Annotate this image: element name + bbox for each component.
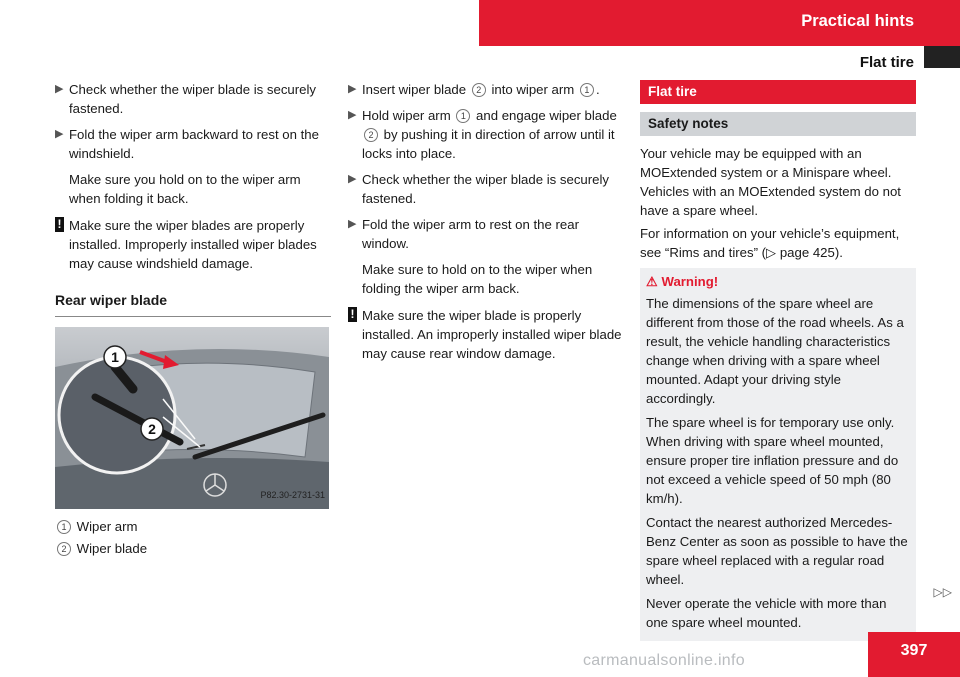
body-paragraph-with-reference: For information on your vehicle’s equipment, see “Rims and tires” (▷ page 425). [640, 226, 900, 260]
step-text: Fold the wiper arm to rest on the rear window. [362, 217, 579, 251]
step-arrow-icon: ▶ [348, 218, 357, 230]
warning-triangle-icon: ⚠ [646, 274, 658, 289]
warning-paragraph: Contact the nearest authorized Mercedes-Benz Center as soon as possible to have the spare wheel replaced with a regular road wheel. [646, 515, 908, 587]
step-sub-note: Make sure to hold on to the wiper when folding the wiper arm back. [362, 262, 593, 296]
step-text: and engage wiper blade [476, 108, 617, 123]
caution-text: Make sure the wiper blades are properly installed. Improperly installed wiper blades may cause windshield damage. [69, 218, 317, 271]
step-text: Insert wiper blade [362, 82, 467, 97]
svg-text:1: 1 [111, 349, 119, 365]
legend-label: Wiper blade [76, 541, 148, 556]
column-middle [348, 80, 624, 371]
caution-note [55, 216, 331, 273]
continue-arrow-icon: ▷▷ [933, 585, 952, 599]
legend-item [55, 539, 331, 558]
step-arrow-icon: ▶ [348, 109, 357, 121]
step-text: Check whether the wiper blade is securely fastened. [362, 172, 610, 206]
header-tab-marker [924, 46, 960, 68]
ref-badge: 1 [580, 83, 594, 97]
column-left [55, 80, 331, 561]
photo-reference-code: P82.30-2731-31 [260, 490, 325, 500]
step-item: ▶ Insert wiper blade 2 into wiper arm 1 . [348, 82, 600, 97]
ref-badge: 2 [472, 83, 486, 97]
step-text: by pushing it in direction of arrow until it locks into place. [362, 127, 615, 161]
subsection-heading-safety-notes: Safety notes [640, 112, 916, 136]
photo-legend [55, 517, 331, 558]
legend-number-badge: 1 [57, 520, 71, 534]
step-item [348, 106, 624, 163]
step-text: into wiper arm [491, 82, 575, 97]
legend-label: Wiper arm [76, 519, 138, 534]
rear-wiper-photo [55, 327, 329, 509]
section-title-rear-wiper: Rear wiper blade [55, 291, 331, 317]
ref-badge: 1 [456, 109, 470, 123]
warning-heading [646, 272, 910, 291]
step-sub-note: Make sure you hold on to the wiper arm when folding it back. [69, 172, 301, 206]
step-arrow-icon: ▶ [348, 173, 357, 185]
step-item [55, 80, 331, 118]
caution-icon: ! [348, 307, 357, 322]
warning-paragraph: The dimensions of the spare wheel are different from those of the road wheels. As a result, the vehicle handling characteristics change when driving with a spare wheel mounted. Adapt your driving style accordingly. [646, 296, 904, 406]
caution-note [348, 306, 624, 363]
page-number: 397 [868, 632, 960, 677]
step-text: Hold wiper arm [362, 108, 451, 123]
body-paragraph: Your vehicle may be equipped with an MOExtended system or a Minispare wheel. Vehicles with an MOExtended system do not have a spare wheel. [640, 146, 901, 218]
step-arrow-icon: ▶ [55, 83, 64, 95]
step-arrow-icon: ▶ [55, 128, 64, 140]
step-text: Fold the wiper arm backward to rest on the windshield. [69, 127, 319, 161]
header-section-title: Practical hints [801, 12, 914, 30]
header-subsection-title: Flat tire [859, 54, 914, 71]
step-arrow-icon: ▶ [348, 83, 357, 95]
rear-wiper-illustration [55, 327, 329, 509]
ref-badge: 2 [364, 128, 378, 142]
svg-text:2: 2 [148, 421, 156, 437]
column-right [640, 80, 916, 641]
legend-item [55, 517, 331, 536]
caution-icon: ! [55, 217, 64, 232]
step-item [55, 125, 331, 163]
warning-paragraph: The spare wheel is for temporary use only. When driving with spare wheel mounted, ensure proper tire inflation pressure and do not exceed a vehicle speed of 50 mph (80 km/h). [646, 415, 899, 506]
warning-title-text: Warning! [661, 274, 719, 289]
caution-text: Make sure the wiper blade is properly installed. An improperly installed wiper blade may cause rear window damage. [362, 308, 622, 361]
watermark-text: carmanualsonline.info [583, 652, 745, 669]
step-item [348, 215, 624, 253]
step-text: Check whether the wiper blade is securely fastened. [69, 82, 317, 116]
step-item [348, 170, 624, 208]
warning-paragraph: Never operate the vehicle with more than one spare wheel mounted. [646, 596, 887, 630]
section-heading-flat-tire: Flat tire [640, 80, 916, 104]
legend-number-badge: 2 [57, 542, 71, 556]
warning-box [640, 268, 916, 641]
